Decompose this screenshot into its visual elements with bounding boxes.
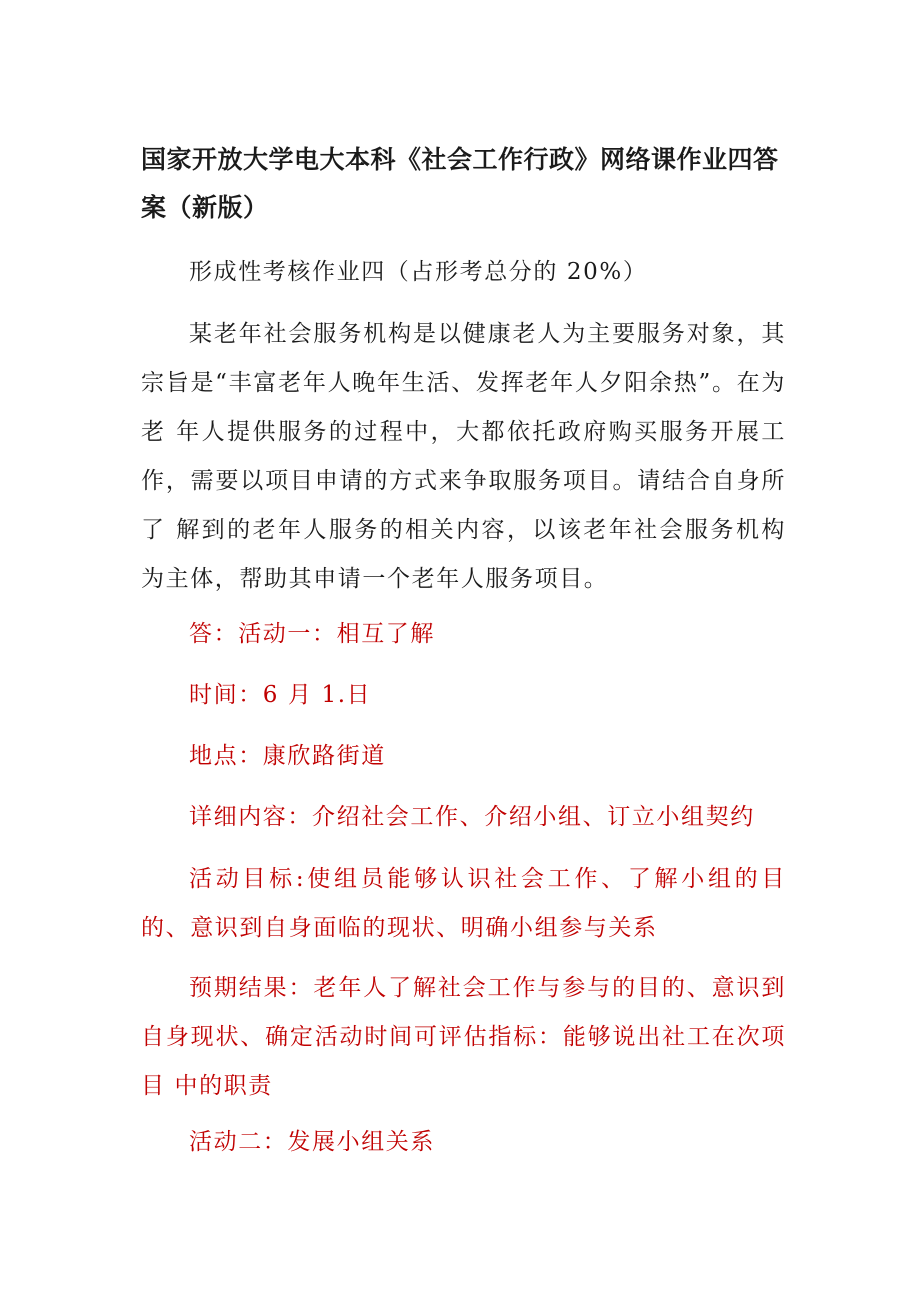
answer-goal: 活动目标:使组员能够认识社会工作、了解小组的目的、意识到自身面临的现状、明确小组参与关系 bbox=[141, 866, 786, 941]
answer-place: 地点：康欣路街道 bbox=[189, 743, 386, 769]
document-title: 国家开放大学电大本科《社会工作行政》网络课作业四答案（新版） bbox=[141, 145, 779, 222]
answer-expected-result: 预期结果：老年人了解社会工作与参与的目的、意识到自身现状、确定活动时间可评估指标：能够说出社工在次项目 中的职责 bbox=[141, 975, 786, 1099]
answer-time: 时间：6 月 1.日 bbox=[189, 682, 372, 708]
assignment-subtitle: 形成性考核作业四（占形考总分的 20%） bbox=[189, 259, 648, 285]
answer-activity-one: 答：活动一：相互了解 bbox=[189, 621, 435, 647]
question-text: 某老年社会服务机构是以健康老人为主要服务对象，其宗旨是“丰富老年人晚年生活、发挥老年人夕阳余热”。在为老 年人提供服务的过程中，大都依托政府购买服务开展工作，需要以项目申请的方式来争取服务项目。请结合自身所了 解到的老年人服务的相关内容，以该老年社会服务机构为主体，帮助其申请一个老年人服务项目。 bbox=[141, 321, 786, 592]
answer-details: 详细内容：介绍社会工作、介绍小组、订立小组契约 bbox=[189, 804, 755, 830]
answer-activity-two: 活动二：发展小组关系 bbox=[189, 1129, 435, 1155]
